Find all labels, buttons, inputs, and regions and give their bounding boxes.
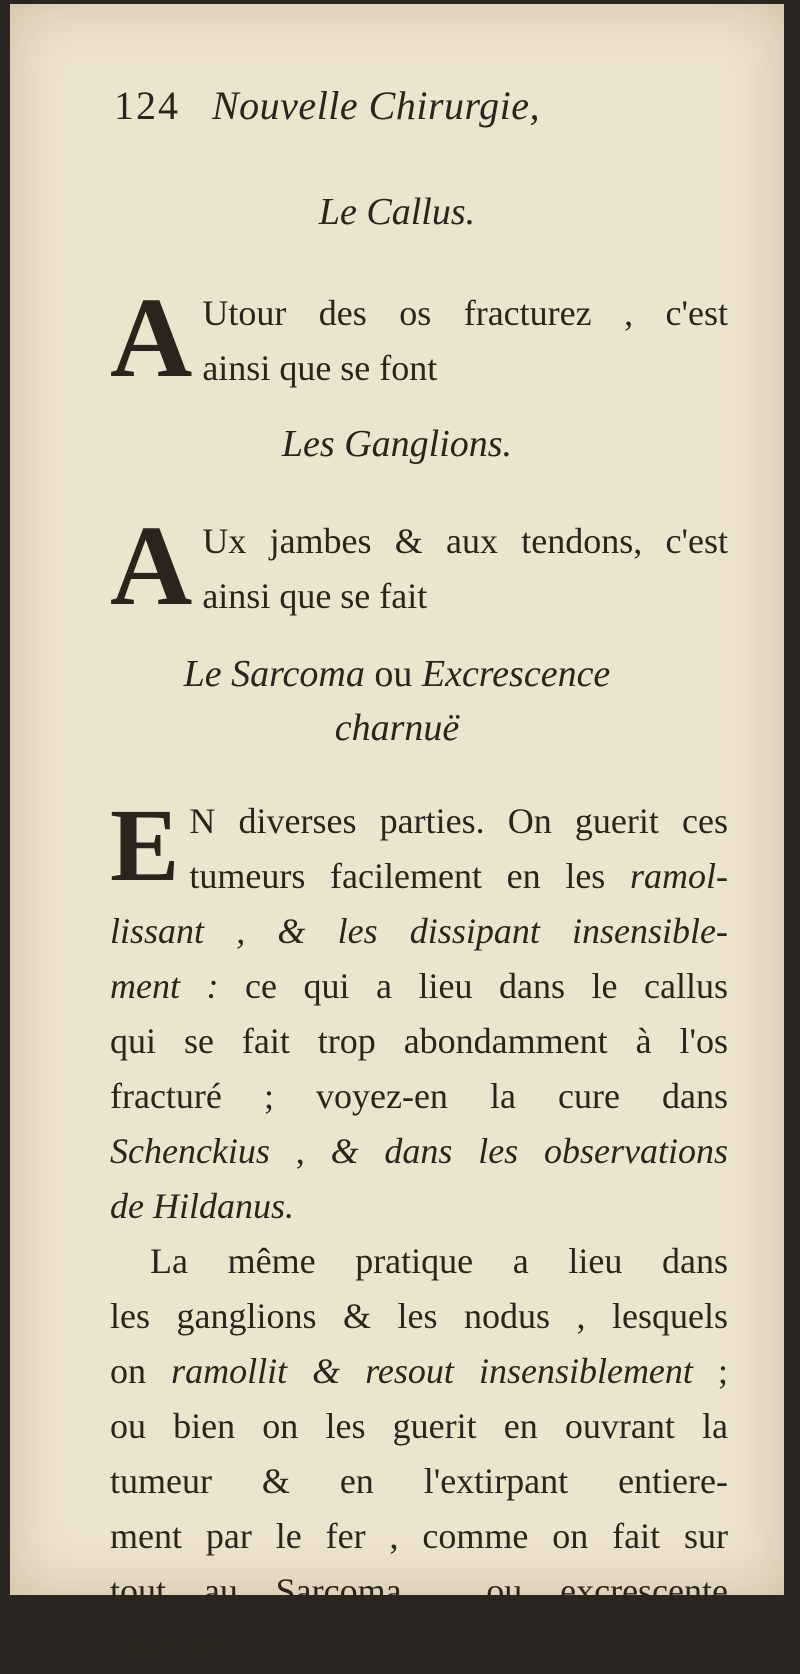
text-line: Schenckius , & dans les observations: [110, 1131, 728, 1171]
section-sarcoma-body: [110, 788, 729, 1674]
text-line: les ganglions & les nodus , lesquels: [110, 1296, 728, 1336]
text-line: La même pratique a lieu dans: [150, 1241, 728, 1281]
text-line: ainsi que se font: [202, 348, 438, 388]
text-line: on ramollit & resout insensiblement ;: [110, 1351, 728, 1391]
section-title-sarcoma: [10, 646, 784, 702]
text-line: ment par le fer , comme on fait sur: [110, 1516, 728, 1556]
section-callus: [110, 274, 728, 401]
text-line: de Hildanus.: [110, 1186, 294, 1226]
drop-cap: A: [110, 274, 193, 401]
title-part: ou: [364, 653, 422, 695]
text-line: tout au Sarcoma , ou excrescente: [110, 1571, 728, 1611]
text-line: fracturé ; voyez-en la cure dans: [110, 1076, 728, 1116]
text-line: lissant , & les dissipant insensible-: [110, 911, 728, 951]
book-page: [10, 4, 784, 1666]
text-line: tumeurs facilement en les ramol-: [189, 856, 728, 896]
drop-cap: E: [110, 788, 180, 903]
page-header: [114, 78, 744, 134]
page-number: 124: [114, 83, 180, 128]
text-line: Ux jambes & aux tendons, c'est: [202, 521, 728, 561]
text-line: charnuë.: [110, 1626, 233, 1666]
text-line: Utour des os fracturez , c'est: [202, 293, 728, 333]
text-line: tumeur & en l'extirpant entiere-: [110, 1461, 728, 1501]
drop-cap: A: [110, 502, 193, 629]
section-ganglions: [110, 502, 728, 629]
section-title-ganglions: Les Ganglions.: [281, 423, 513, 465]
running-title: Nouvelle Chirurgie,: [212, 83, 540, 128]
text-line: qui se fait trop abondamment à l'os: [110, 1021, 728, 1061]
text-line: ainsi que se fait: [202, 576, 428, 616]
title-part: Le Sarcoma: [183, 653, 365, 695]
text-line: N diverses parties. On guerit ces: [189, 801, 728, 841]
section-title-sarcoma-line2: charnuë: [334, 707, 460, 749]
text-line: ment : ce qui a lieu dans le callus: [110, 966, 729, 1006]
title-part: Excrescence: [421, 653, 611, 695]
section-title-callus: Le Callus.: [318, 191, 476, 233]
text-line: ou bien on les guerit en ouvrant la: [110, 1406, 728, 1446]
